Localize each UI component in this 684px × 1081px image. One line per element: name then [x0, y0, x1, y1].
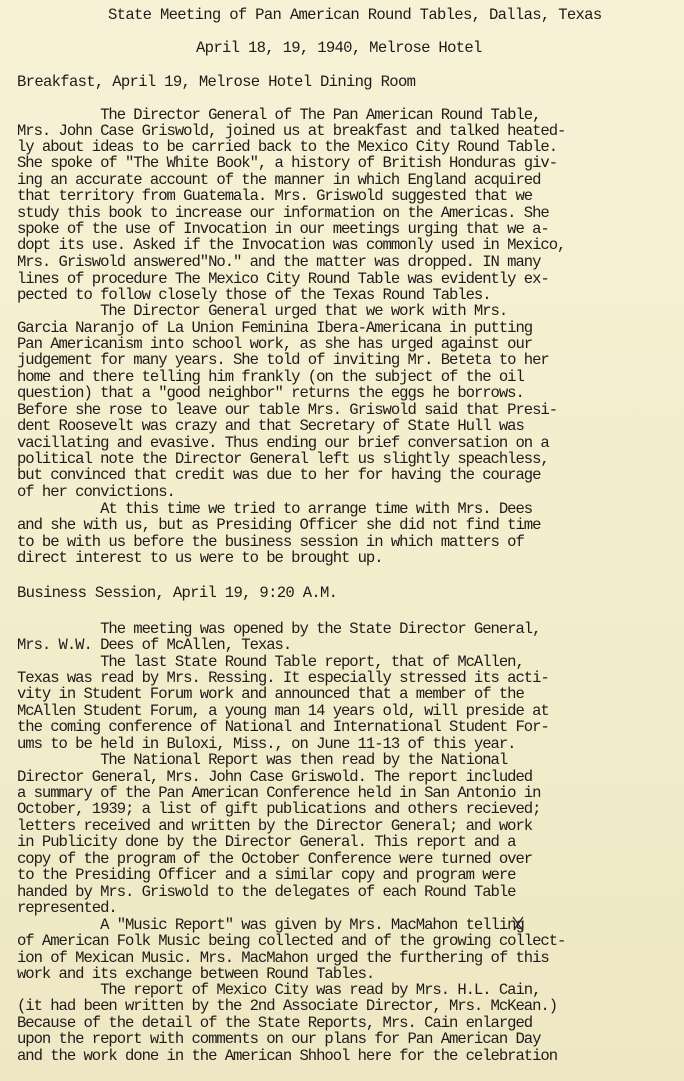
text-line: spoke of the use of Invocation in our meetings urging that we a-	[17, 220, 549, 238]
text-line: ing an accurate account of the manner in which England acquired	[17, 171, 541, 189]
business-heading: Business Session, April 19, 9:20 A.M.	[17, 584, 338, 602]
text-line: A "Music Report" was given by Mrs. MacMahon telling	[17, 916, 524, 934]
text-line: letters received and written by the Director General; and work	[17, 817, 533, 835]
text-line: vity in Student Forum work and announced that a member of the	[17, 685, 524, 703]
text-line: lines of procedure The Mexico City Round Table was evidently ex-	[17, 270, 549, 288]
text-line: Director General, Mrs. John Case Griswold. The report included	[17, 768, 533, 786]
text-line: Mrs. Griswold answered"No." and the matter was dropped. IN many	[17, 253, 541, 271]
text-line: in Publicity done by the Director General. This report and a	[17, 833, 516, 851]
text-line: represented.	[17, 899, 117, 917]
text-line: vacillating and evasive. Thus ending our brief conversation on a	[17, 434, 549, 452]
text-line: but convinced that credit was due to her for having the courage	[17, 466, 541, 484]
text-line: The Director General urged that we work with Mrs.	[17, 302, 508, 320]
text-line: upon the report with comments on our plans for Pan American Day	[17, 1030, 541, 1048]
text-line: handed by Mrs. Griswold to the delegates of each Round Table	[17, 883, 516, 901]
text-line: to the Presiding Officer and a similar copy and program were	[17, 866, 516, 884]
document-dates: April 18, 19, 1940, Melrose Hotel	[196, 39, 482, 57]
text-line: pected to follow closely those of the Texas Round Tables.	[17, 286, 491, 304]
text-line: Before she rose to leave our table Mrs. Griswold said that Presi-	[17, 401, 558, 419]
text-line: question) that a "good neighbor" returns the eggs he borrows.	[17, 384, 524, 402]
text-line: October, 1939; a list of gift publications and others recieved;	[17, 800, 541, 818]
text-line: judgement for many years. She told of inviting Mr. Beteta to her	[17, 351, 549, 369]
text-line: of her convictions.	[17, 483, 175, 501]
text-line: work and its exchange between Round Tables.	[17, 965, 375, 983]
text-line: The National Report was then read by the National	[17, 751, 508, 769]
text-line: Garcia Naranjo of La Union Feminina Ibera-Americana in putting	[17, 319, 533, 337]
text-line: The meeting was opened by the State Director General,	[17, 620, 541, 638]
text-line: Mrs. John Case Griswold, joined us at breakfast and talked heated-	[17, 122, 566, 140]
document-title: State Meeting of Pan American Round Tables, Dallas, Texas	[108, 6, 602, 24]
text-line: study this book to increase our information on the Americas. She	[17, 204, 549, 222]
text-line: Because of the detail of the State Reports, Mrs. Cain enlarged	[17, 1014, 533, 1032]
text-line: dent Roosevelt was crazy and that Secretary of State Hull was	[17, 417, 524, 435]
text-line: direct interest to us were to be brought up.	[17, 549, 383, 567]
text-line: the coming conference of National and International Student For-	[17, 718, 549, 736]
text-line: The Director General of The Pan American Round Table,	[17, 106, 541, 124]
text-line: The report of Mexico City was read by Mrs. H.L. Cain,	[17, 981, 541, 999]
text-line: ly about ideas to be carried back to the Mexico City Round Table.	[17, 138, 558, 156]
text-line: dopt its use. Asked if the Invocation was commonly used in Mexico,	[17, 236, 566, 254]
text-line: of American Folk Music being collected and of the growing collect-	[17, 932, 566, 950]
breakfast-heading: Breakfast, April 19, Melrose Hotel Dining Room	[17, 73, 416, 91]
text-line: ums to be held in Buloxi, Miss., on June 11-13 of this year.	[17, 735, 516, 753]
text-line: The last State Round Table report, that of McAllen,	[17, 653, 524, 671]
text-line: to be with us before the business session in which matters of	[17, 533, 524, 551]
text-line: Texas was read by Mrs. Ressing. It especially stressed its acti-	[17, 669, 549, 687]
text-line: McAllen Student Forum, a young man 14 years old, will preside at	[17, 702, 549, 720]
text-line: copy of the program of the October Conference were turned over	[17, 850, 533, 868]
text-line: political note the Director General left us slightly speachless,	[17, 450, 549, 468]
text-line: (it had been written by the 2nd Associate Director, Mrs. McKean.)	[17, 997, 558, 1015]
text-line: and she with us, but as Presiding Officer she did not find time	[17, 516, 541, 534]
text-line: ion of Mexican Music. Mrs. MacMahon urged the furthering of this	[17, 949, 549, 967]
text-line: a summary of the Pan American Conference held in San Antonio in	[17, 784, 541, 802]
text-line: Pan Americanism into school work, as she has urged against our	[17, 335, 533, 353]
text-line: At this time we tried to arrange time with Mrs. Dees	[17, 500, 533, 518]
text-line: home and there telling him frankly (on the subject of the oil	[17, 368, 524, 386]
text-line: that territory from Guatemala. Mrs. Griswold suggested that we	[17, 187, 533, 205]
text-line: Mrs. W.W. Dees of McAllen, Texas.	[17, 636, 292, 654]
text-line: She spoke of "The White Book", a history of British Honduras giv-	[17, 154, 558, 172]
text-line: and the work done in the American Shhool here for the celebration	[17, 1047, 558, 1065]
